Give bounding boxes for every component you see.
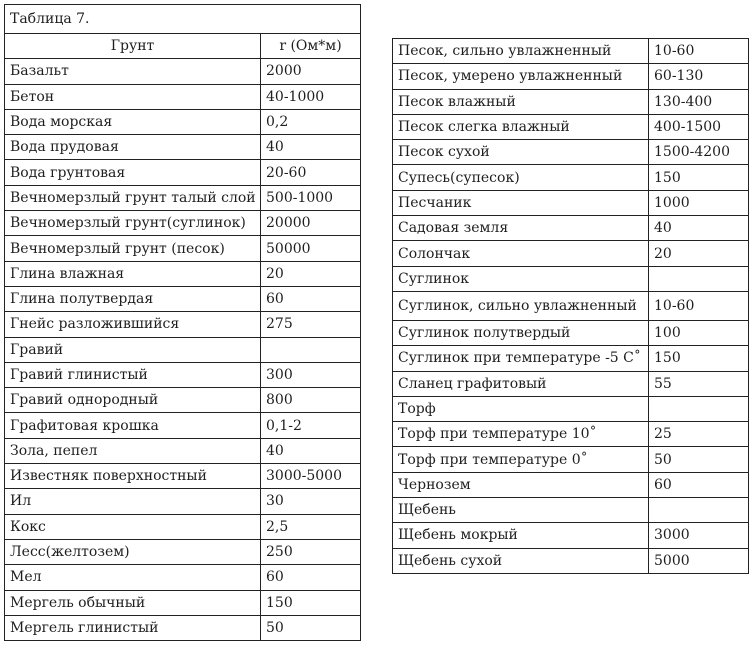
resistivity-value-cell: 0,1-2 [261,413,361,438]
soil-name-cell: Супесь(супесок) [393,165,649,190]
table-row [393,396,749,421]
resistivity-value-cell: 10-60 [649,39,749,64]
soil-name-cell: Вечномерзлый грунт (песок) [5,236,261,261]
resistivity-value-cell: 10-60 [649,291,749,320]
table-row [393,548,749,573]
header-resistivity: r (Ом*м) [261,34,361,59]
resistivity-value-cell: 0,2 [261,109,361,134]
soil-name-cell: Чернозем [393,472,649,497]
table-row [5,185,361,210]
resistivity-value-cell: 60 [261,286,361,311]
resistivity-value-cell [261,337,361,362]
table-row [393,291,749,320]
resistivity-value-cell: 300 [261,362,361,387]
resistivity-value-cell: 60 [649,472,749,497]
resistivity-value-cell: 130-400 [649,89,749,114]
soil-name-cell: Графитовая крошка [5,413,261,438]
soil-name-cell: Суглинок, сильно увлажненный [393,291,649,320]
table-row [5,615,361,640]
table-row [5,211,361,236]
soil-name-cell: Суглинок при температуре -5 С˚ [393,346,649,371]
soil-name-cell: Песчаник [393,190,649,215]
table-row [393,472,749,497]
table-row [393,523,749,548]
soil-name-cell: Гравий однородный [5,388,261,413]
soil-name-cell: Мергель глинистый [5,615,261,640]
resistivity-value-cell: 500-1000 [261,185,361,210]
resistivity-value-cell [649,498,749,523]
soil-name-cell: Ил [5,489,261,514]
resistivity-value-cell: 1500-4200 [649,140,749,165]
table-row [393,498,749,523]
resistivity-value-cell: 40 [649,216,749,241]
soil-name-cell: Вода прудовая [5,135,261,160]
table-row [5,388,361,413]
soil-name-cell: Сланец графитовый [393,371,649,396]
table-row [393,447,749,472]
resistivity-value-cell: 150 [649,165,749,190]
resistivity-value-cell: 20 [649,241,749,266]
resistivity-value-cell: 400-1500 [649,114,749,139]
table-row [393,241,749,266]
resistivity-value-cell: 60-130 [649,64,749,89]
resistivity-value-cell: 250 [261,539,361,564]
table-row [393,64,749,89]
table-row [5,286,361,311]
soil-name-cell: Садовая земля [393,216,649,241]
resistivity-value-cell: 50 [261,615,361,640]
resistivity-value-cell: 3000 [649,523,749,548]
caption-row [5,5,361,34]
soil-name-cell: Гравий [5,337,261,362]
resistivity-value-cell [649,266,749,291]
resistivity-value-cell: 800 [261,388,361,413]
table-row [5,84,361,109]
right-table-body [393,39,749,574]
table-row [5,109,361,134]
soil-name-cell: Солончак [393,241,649,266]
soil-name-cell: Глина полутвердая [5,286,261,311]
table-row [5,514,361,539]
soil-name-cell: Глина влажная [5,261,261,286]
table-row [393,114,749,139]
resistivity-value-cell: 50 [649,447,749,472]
table-row [5,362,361,387]
table-row [393,140,749,165]
table-row [5,160,361,185]
soil-name-cell: Вечномерзлый грунт(суглинок) [5,211,261,236]
soil-name-cell: Зола, пепел [5,438,261,463]
table-row [5,489,361,514]
left-table-body [5,5,361,641]
table-row [5,261,361,286]
resistivity-value-cell: 1000 [649,190,749,215]
resistivity-value-cell: 3000-5000 [261,464,361,489]
soil-name-cell: Кокс [5,514,261,539]
resistivity-value-cell: 60 [261,565,361,590]
table-row [393,89,749,114]
soil-name-cell: Гравий глинистый [5,362,261,387]
table-row [393,165,749,190]
table-row [5,539,361,564]
soil-name-cell: Торф при температуре 10˚ [393,422,649,447]
soil-name-cell: Мергель обычный [5,590,261,615]
table-row [393,320,749,345]
soil-name-cell: Песок сухой [393,140,649,165]
header-soil: Грунт [5,34,261,59]
soil-name-cell: Вода морская [5,109,261,134]
resistivity-value-cell: 40 [261,438,361,463]
soil-name-cell: Щебень мокрый [393,523,649,548]
table-row [393,190,749,215]
soil-resistivity-table-left [4,4,361,641]
resistivity-value-cell: 50000 [261,236,361,261]
soil-name-cell: Суглинок [393,266,649,291]
table-row [5,464,361,489]
table-row [5,565,361,590]
resistivity-value-cell: 150 [649,346,749,371]
table-row [393,39,749,64]
resistivity-value-cell: 55 [649,371,749,396]
soil-name-cell: Гнейс разложившийся [5,312,261,337]
table-row [393,266,749,291]
table-row [5,59,361,84]
soil-name-cell: Лесс(желтозем) [5,539,261,564]
resistivity-value-cell: 40 [261,135,361,160]
table-row [5,135,361,160]
soil-name-cell: Суглинок полутвердый [393,320,649,345]
soil-name-cell: Базальт [5,59,261,84]
soil-name-cell: Торф [393,396,649,421]
resistivity-value-cell: 40-1000 [261,84,361,109]
resistivity-value-cell: 2000 [261,59,361,84]
resistivity-value-cell: 150 [261,590,361,615]
soil-name-cell: Щебень сухой [393,548,649,573]
soil-name-cell: Бетон [5,84,261,109]
resistivity-value-cell: 275 [261,312,361,337]
table-row [5,590,361,615]
resistivity-value-cell [649,396,749,421]
table-row [5,337,361,362]
resistivity-value-cell: 30 [261,489,361,514]
header-row [5,34,361,59]
resistivity-value-cell: 5000 [649,548,749,573]
table-row [5,312,361,337]
soil-name-cell: Песок, умерено увлажненный [393,64,649,89]
soil-name-cell: Мел [5,565,261,590]
resistivity-value-cell: 100 [649,320,749,345]
table-row [393,371,749,396]
soil-name-cell: Песок влажный [393,89,649,114]
table-row [5,438,361,463]
table-row [5,236,361,261]
table-caption: Таблица 7. [5,5,361,34]
soil-name-cell: Известняк поверхностный [5,464,261,489]
soil-name-cell: Песок, сильно увлажненный [393,39,649,64]
resistivity-value-cell: 20-60 [261,160,361,185]
table-row [5,413,361,438]
resistivity-value-cell: 25 [649,422,749,447]
resistivity-value-cell: 20 [261,261,361,286]
soil-name-cell: Вечномерзлый грунт талый слой [5,185,261,210]
soil-resistivity-table-right [392,38,749,574]
table-row [393,422,749,447]
table-row [393,216,749,241]
soil-name-cell: Вода грунтовая [5,160,261,185]
soil-name-cell: Щебень [393,498,649,523]
soil-name-cell: Торф при температуре 0˚ [393,447,649,472]
resistivity-value-cell: 2,5 [261,514,361,539]
table-row [393,346,749,371]
soil-name-cell: Песок слегка влажный [393,114,649,139]
resistivity-value-cell: 20000 [261,211,361,236]
